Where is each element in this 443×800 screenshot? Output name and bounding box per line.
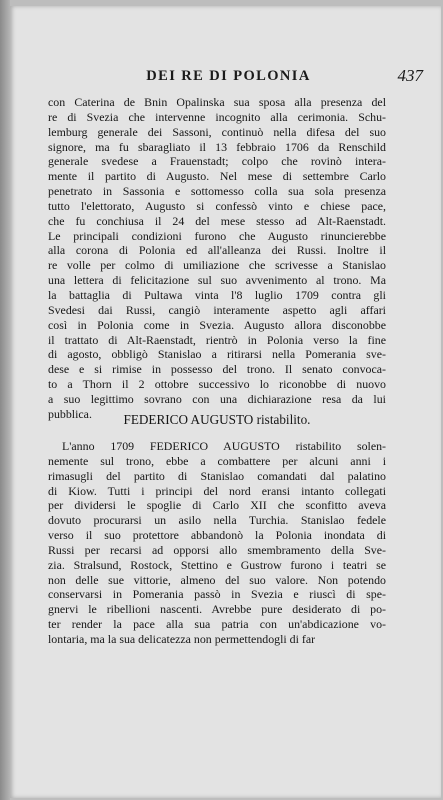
page-header — [34, 68, 423, 90]
text-line: di agosto, obbligò Stanislao a ritirarsi nella Pomerania sve- — [48, 347, 386, 362]
text-line: re di Svezia che intervenne incognito alla cerimonia. Schu- — [48, 109, 386, 124]
text-line: alla corona di Polonia ed all'alleanza dei Russi. Inoltre il — [48, 243, 386, 258]
text-line: il trattato di Alt-Raenstadt, rientrò in Polonia verso la fine — [48, 332, 386, 347]
text-line: di Kiow. Tutti i principi del nord eransi intanto collegati — [48, 483, 386, 498]
text-line: la battaglia di Pultawa vinta l'8 luglio 1709 contra gli — [48, 287, 386, 302]
text-line: con Caterina de Bnin Opalinska sua sposa alla presenza del — [48, 95, 386, 109]
text-line: non delle sue vittorie, almeno del suo valore. Non potendo — [48, 572, 386, 587]
text-line: verso il suo protettore abbandonò la Polonia inondata di — [48, 528, 386, 543]
text-line: lemburg generale dei Sassoni, continuò nella difesa del suo — [48, 124, 386, 139]
text-line: una lettera di felicitazione sul suo avvenimento al trono. Ma — [48, 273, 386, 288]
text-line: pubblica. — [48, 406, 92, 421]
text-line: così in Polonia come in Svezia. Augusto allora disconobbe — [48, 317, 386, 332]
text-line: per dividersi le spoglie di Carlo XII che sconfitto aveva — [48, 498, 386, 513]
text-line: che fu conchiusa il 24 del mese stesso ad Alt-Raenstadt. — [48, 213, 386, 228]
text-line: L'anno 1709 FEDERICO AUGUSTO ristabilito solen- — [62, 439, 386, 453]
text-line: Le principali condizioni furono che Augusto rinuncierebbe — [48, 228, 386, 243]
text-line: to a Thorn il 2 ottobre successivo lo riconobbe di nuovo — [48, 377, 386, 392]
text-line: mente il partito di Augusto. Nel mese di settembre Carlo — [48, 169, 386, 184]
text-line: zia. Stralsund, Rostock, Stettino e Gustrow furono i teatri se — [48, 557, 386, 572]
text-line: conservarsi in Pomerania passò in Svezia e riuscì di spe- — [48, 587, 386, 602]
text-line: re volle per colmo di umiliazione che scrivesse a Stanislao — [48, 258, 386, 273]
text-line: nemente sul trono, ebbe a combattere per alcuni anni i — [48, 453, 386, 468]
text-line: signore, ma fu sbaragliato il 13 febbraio 1706 da Renschild — [48, 139, 386, 154]
paragraph-continued — [48, 95, 386, 422]
text-line: gnervi le ribellioni nascenti. Avrebbe pure desiderato di po- — [48, 602, 386, 617]
text-line: dovuto procurarsi un asilo nella Turchia. Stanislao fedele — [48, 513, 386, 528]
section-title: FEDERICO AUGUSTO ristabilito. — [123, 412, 311, 427]
text-line: Russi per recarsi ad opporsi allo smembramento della Sve- — [48, 542, 386, 557]
running-head: DEI RE DI POLONIA — [146, 68, 311, 84]
page-number: 437 — [397, 66, 423, 85]
book-gutter — [0, 0, 10, 800]
paragraph-federico-augusto — [48, 439, 386, 647]
text-line: Svedesi dai Russi, cangiò interamente aspetto agli affari — [48, 302, 386, 317]
text-line: tutto l'elettorato, Augusto si confessò vinto e chiese pace, — [48, 198, 386, 213]
text-line: ter render la pace alla sua patria con un'abdicazione vo- — [48, 617, 386, 632]
text-line: lontaria, ma la sua delicatezza non permettendogli di far — [48, 631, 316, 646]
text-line: dese e si rimise in possesso del trono. Il senato convoca- — [48, 362, 386, 377]
text-line: rimasugli del partito di Stanislao comandati dal palatino — [48, 468, 386, 483]
text-line: a suo legittimo sovrano con una dichiarazione resa da lui — [48, 391, 386, 406]
text-line: penetrato in Sassonia e sottomesso colla sua sola presenza — [48, 184, 386, 199]
text-line: generale svedese a Frauenstadt; colpo che rovinò intera- — [48, 154, 386, 169]
